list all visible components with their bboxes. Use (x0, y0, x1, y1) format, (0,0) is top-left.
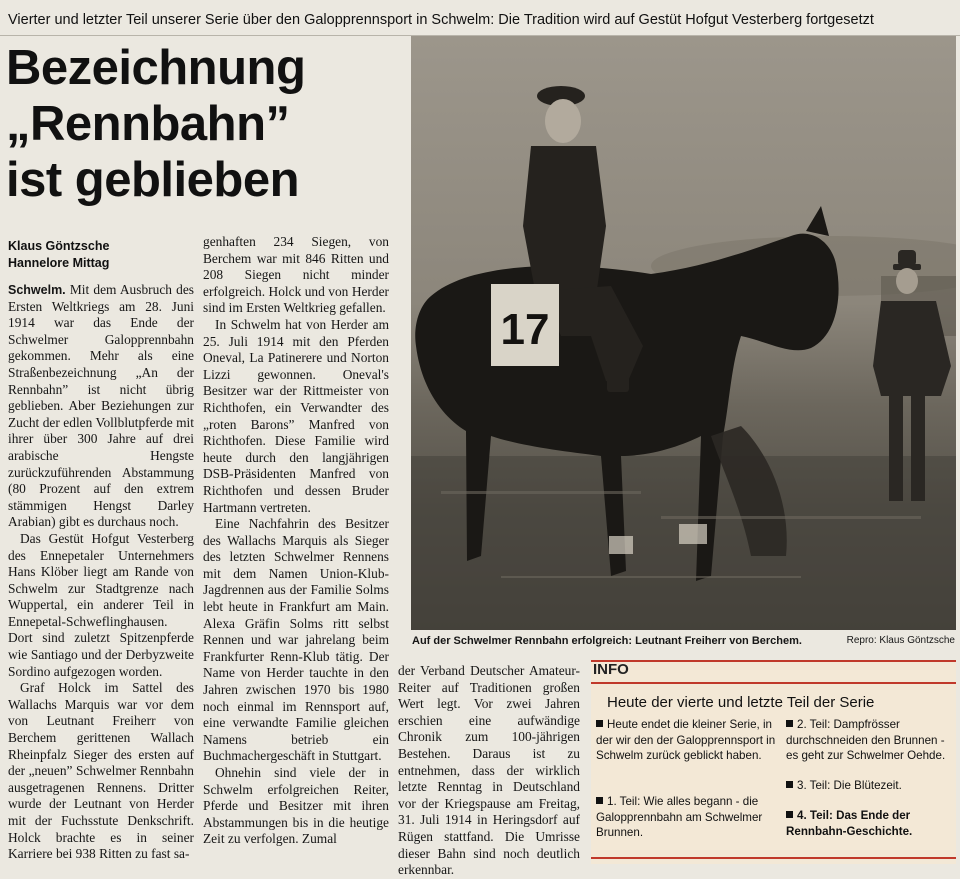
article-column-3 (398, 663, 580, 879)
article-paragraph: Eine Nachfahrin des Besitzer des Wallachs Marquis als Sieger des letzten Schwelmer Rennens mit dem Namen Union-Klub-Jagdrennen aus der Familie Solms lebt heute in Frankfurt am Main. Alexa Gräfin Solms ritt selbst Rennen und war jahrelang beim Frankfurter Renn-Klub tätig. Der Name von Herder tauchte in den Jahren zwischen 1970 bis 1980 noch einmal im Rennsport auf, eine verwandte Familie gleichen Namens betrieb ein Buchmachergeschäft in Stuttgart. (203, 516, 389, 764)
article-column-2 (203, 234, 389, 848)
info-item: 1. Teil: Wie alles begann - die Galopprennbahn am Schwelmer Brunnen. (596, 795, 763, 839)
bullet-square-icon (786, 811, 793, 818)
article-paragraph: der Verband Deutscher Amateur-Reiter auf Traditionen großen Wert legt. Vor zwei Jahren erschien eine aufwändige Chronik zum 100-jährigen Bestehen. Daraus ist zu entnehmen, dass der wirklich letzte Renntag in Deutschland vor der Kriegspause am Freitag, 31. Juli 1914 in Heringsdorf auf Rügen stattfand. Die Umrisse dieser Bahn sind noch deutlich erkennbar. (398, 663, 580, 878)
headline-line-2: „Rennbahn” (6, 97, 290, 151)
headline-line-3: ist geblieben (6, 153, 300, 207)
article-paragraph: Ohnehin sind viele der in Schwelm erfolgreichen Reiter, Pferde und Besitzer mit ihren Abstammungen bis in die heutige Zeit zu verfolgen. Zumal (203, 765, 389, 847)
historic-photo (411, 36, 956, 630)
bullet-square-icon (596, 720, 603, 727)
series-kicker: Vierter und letzter Teil unserer Serie über den Galopprennsport in Schwelm: Die Tradition wird auf Gestüt Hofgut Vesterberg fortgesetzt (8, 12, 874, 28)
photo-credit: Repro: Klaus Göntzsche (846, 635, 955, 646)
article-paragraph: genhaften 234 Siegen, von Berchem war mit 846 Ritten und 208 Siegen nicht minder erfolgreich. Holck und von Herder sind im Ersten Weltkrieg gefallen. (203, 234, 389, 316)
article-paragraph: In Schwelm hat von Herder am 25. Juli 1914 mit den Pferden Oneval, La Patinerere und Norton Lizzi gewonnen. Oneval's Besitzer war der Rittmeister von Richthofen, ein Verwandter des „roten Barons” Manfred von Richthofen. Diese Familie wird heute durch den langjährigen DSB-Präsidenten Manfred von Richthofen und dessen Bruder Hartmann vertreten. (203, 316, 389, 515)
article-paragraph: Graf Holck im Sattel des Wallachs Marquis war vor dem von Leutnant Freiherr von Berchem gerittenen Wallach Rheinpfalz Sieger des ersten auf der „neuen” Schwelmer Rennbahn ausgetragenen Rennens. Dritter wurde der Leutnant von Herder mit der Fuchsstute Denkschrift. Holck brachte es in seiner Karriere bei 938 Ritten zu fast sa- (8, 680, 194, 862)
info-label: INFO (593, 661, 629, 678)
bullet-square-icon (786, 720, 793, 727)
info-item: 4. Teil: Das Ende der Rennbahn-Geschichte. (786, 809, 913, 838)
byline-author-2: Hannelore Mittag (8, 256, 110, 270)
byline-author-1: Klaus Göntzsche (8, 239, 110, 253)
headline (6, 40, 406, 208)
info-item: Heute endet die kleiner Serie, in der wir den der Galopprennsport in Schwelm zurück geblickt haben. (596, 718, 776, 762)
info-bottom-rule (591, 857, 956, 859)
article-paragraph: Schwelm. Mit dem Ausbruch des Ersten Weltkriegs am 28. Juni 1914 war das Ende der Schwelmer Galopprennbahn gekommen. Mehr als eine Straßenbezeichnung „An der Rennbahn” ist nicht übrig geblieben. Aber Beziehungen zur Zucht der edlen Vollblutpferde mit ihrer über 300 Jahre auf drei arabische Hengste zurückzuführenden Abstammung (80 Prozent auf den extrem stämmigen Hengst Darley Arabian) gibt es durchaus noch. (8, 282, 194, 530)
photo-illustration (411, 36, 956, 630)
dateline: Schwelm. (8, 283, 66, 297)
info-head-rule (591, 682, 956, 684)
info-title: Heute der vierte und letzte Teil der Serie (607, 694, 875, 711)
bullet-square-icon (596, 797, 603, 804)
info-item: 3. Teil: Die Blütezeit. (786, 778, 954, 794)
info-item: 2. Teil: Dampfrösser durchschneiden den Brunnen - es geht zur Schwelmer Oehde. (786, 718, 946, 762)
saddle-number-text: 17 (500, 305, 550, 354)
byline (8, 238, 198, 272)
info-top-rule (591, 660, 956, 662)
article-paragraph: Das Gestüt Hofgut Vesterberg des Ennepetaler Unternehmers Hans Klöber liegt am Rande von Schwelm zur Stadtgrenze nach Wuppertal, ein anderer Teil in Ennepetal-Schweflinghausen. Dort sind zuletzt Spitzenpferde wie Santiago und der Derbyzweite Sordino aufgezogen worden. (8, 530, 194, 679)
headline-line-1: Bezeichnung (6, 41, 306, 95)
bullet-square-icon (786, 781, 793, 788)
photo-caption: Auf der Schwelmer Rennbahn erfolgreich: Leutnant Freiherr von Berchem. (412, 635, 802, 647)
article-column-1 (8, 282, 194, 863)
